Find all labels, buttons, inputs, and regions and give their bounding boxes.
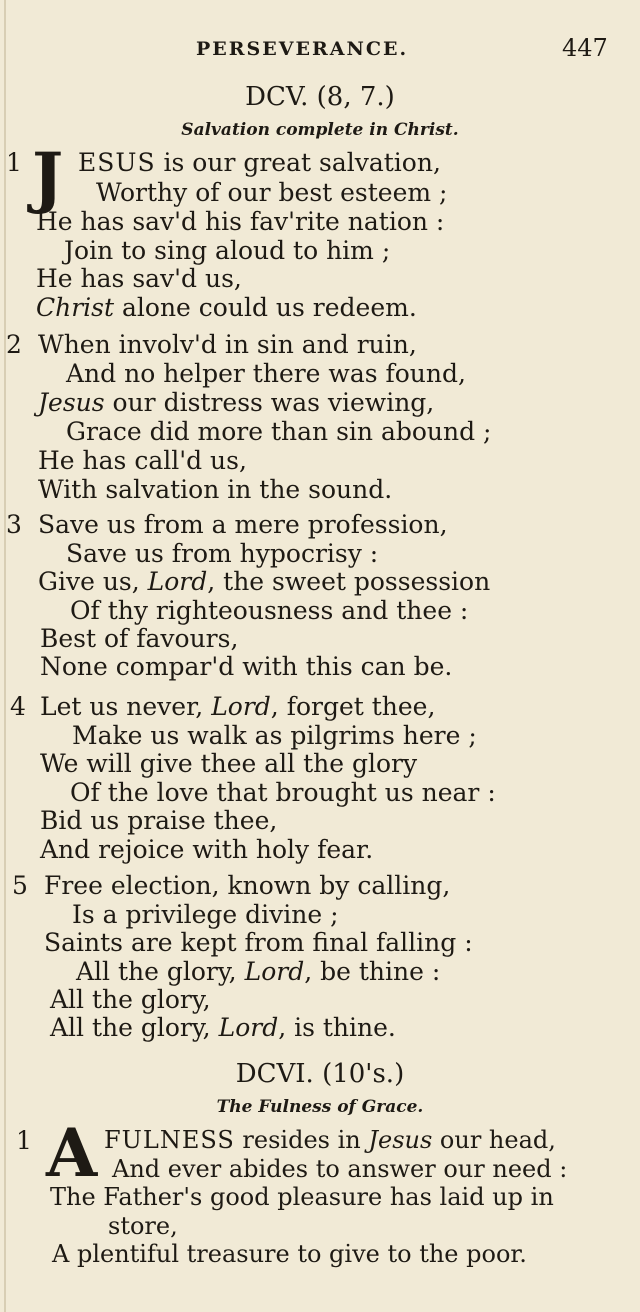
verse-line: Make us walk as pilgrims here ;	[72, 721, 477, 750]
verse-line: Give us, Lord, the sweet possession	[38, 567, 491, 596]
verse-number: 1	[6, 148, 22, 177]
verse-number: 4	[10, 692, 26, 721]
verse-line: Bid us praise thee,	[40, 806, 278, 835]
page-header	[0, 34, 640, 66]
verse-line: And rejoice with holy fear.	[40, 835, 374, 864]
verse-line: Jesus our distress was viewing,	[38, 388, 435, 417]
verse-line: Join to sing aloud to him ;	[64, 236, 391, 265]
verse-line: And ever abides to answer our need :	[112, 1155, 568, 1183]
verse-line: He has sav'd his fav'rite nation :	[36, 207, 445, 236]
drop-cap: J	[32, 138, 64, 216]
verse-number: 3	[6, 510, 22, 539]
verse-line: Is a privilege divine ;	[72, 900, 339, 929]
verse-line: He has sav'd us,	[36, 264, 242, 293]
verse-line: Christ alone could us redeem.	[36, 293, 417, 322]
verse-number: 1	[16, 1126, 32, 1155]
verse-line: When involv'd in sin and ruin,	[38, 330, 417, 359]
verse-line: Worthy of our best esteem ;	[96, 178, 448, 207]
verse-line: With salvation in the sound.	[38, 475, 393, 504]
verse-line: Saints are kept from final falling :	[44, 928, 473, 957]
verse-line: We will give thee all the glory	[40, 749, 418, 778]
running-title: PERSEVERANCE.	[196, 38, 409, 60]
verse-line: The Father's good pleasure has laid up in	[50, 1183, 554, 1211]
verse-number: 5	[12, 871, 28, 900]
hymn-title-dcv: Salvation complete in Christ.	[181, 120, 459, 140]
verse-line: FULNESS resides in Jesus our head,	[104, 1126, 556, 1154]
hymn-number-dcvi: DCVI. (10's.)	[235, 1059, 405, 1089]
verse-line: He has call'd us,	[38, 446, 247, 475]
verse-line: All the glory, Lord, is thine.	[50, 1013, 396, 1042]
verse-line: Grace did more than sin abound ;	[66, 417, 492, 446]
hymn-title-dcvi: The Fulness of Grace.	[216, 1097, 424, 1117]
verse-line: Best of favours,	[40, 624, 239, 653]
verse-line: And no helper there was found,	[66, 359, 466, 388]
verse-line: All the glory,	[50, 985, 211, 1014]
verse-line: Of the love that brought us near :	[70, 778, 496, 807]
verse-line: Save us from hypocrisy :	[66, 539, 379, 568]
verse-line: All the glory, Lord, be thine :	[76, 957, 441, 986]
verse-line: Free election, known by calling,	[44, 871, 451, 900]
verse-line: A plentiful treasure to give to the poor.	[52, 1240, 527, 1268]
verse-line: store,	[108, 1212, 178, 1240]
verse-number: 2	[6, 330, 22, 359]
verse-line: Let us never, Lord, forget thee,	[40, 692, 436, 721]
verse-line: Of thy righteousness and thee :	[70, 596, 469, 625]
hymn-number-dcv: DCV. (8, 7.)	[245, 82, 395, 112]
verse-line: None compar'd with this can be.	[40, 652, 453, 681]
drop-cap: A	[46, 1114, 98, 1192]
verse-line: Save us from a mere profession,	[38, 510, 448, 539]
verse-line: ESUS is our great salvation,	[78, 148, 441, 177]
page-number: 447	[562, 34, 608, 62]
